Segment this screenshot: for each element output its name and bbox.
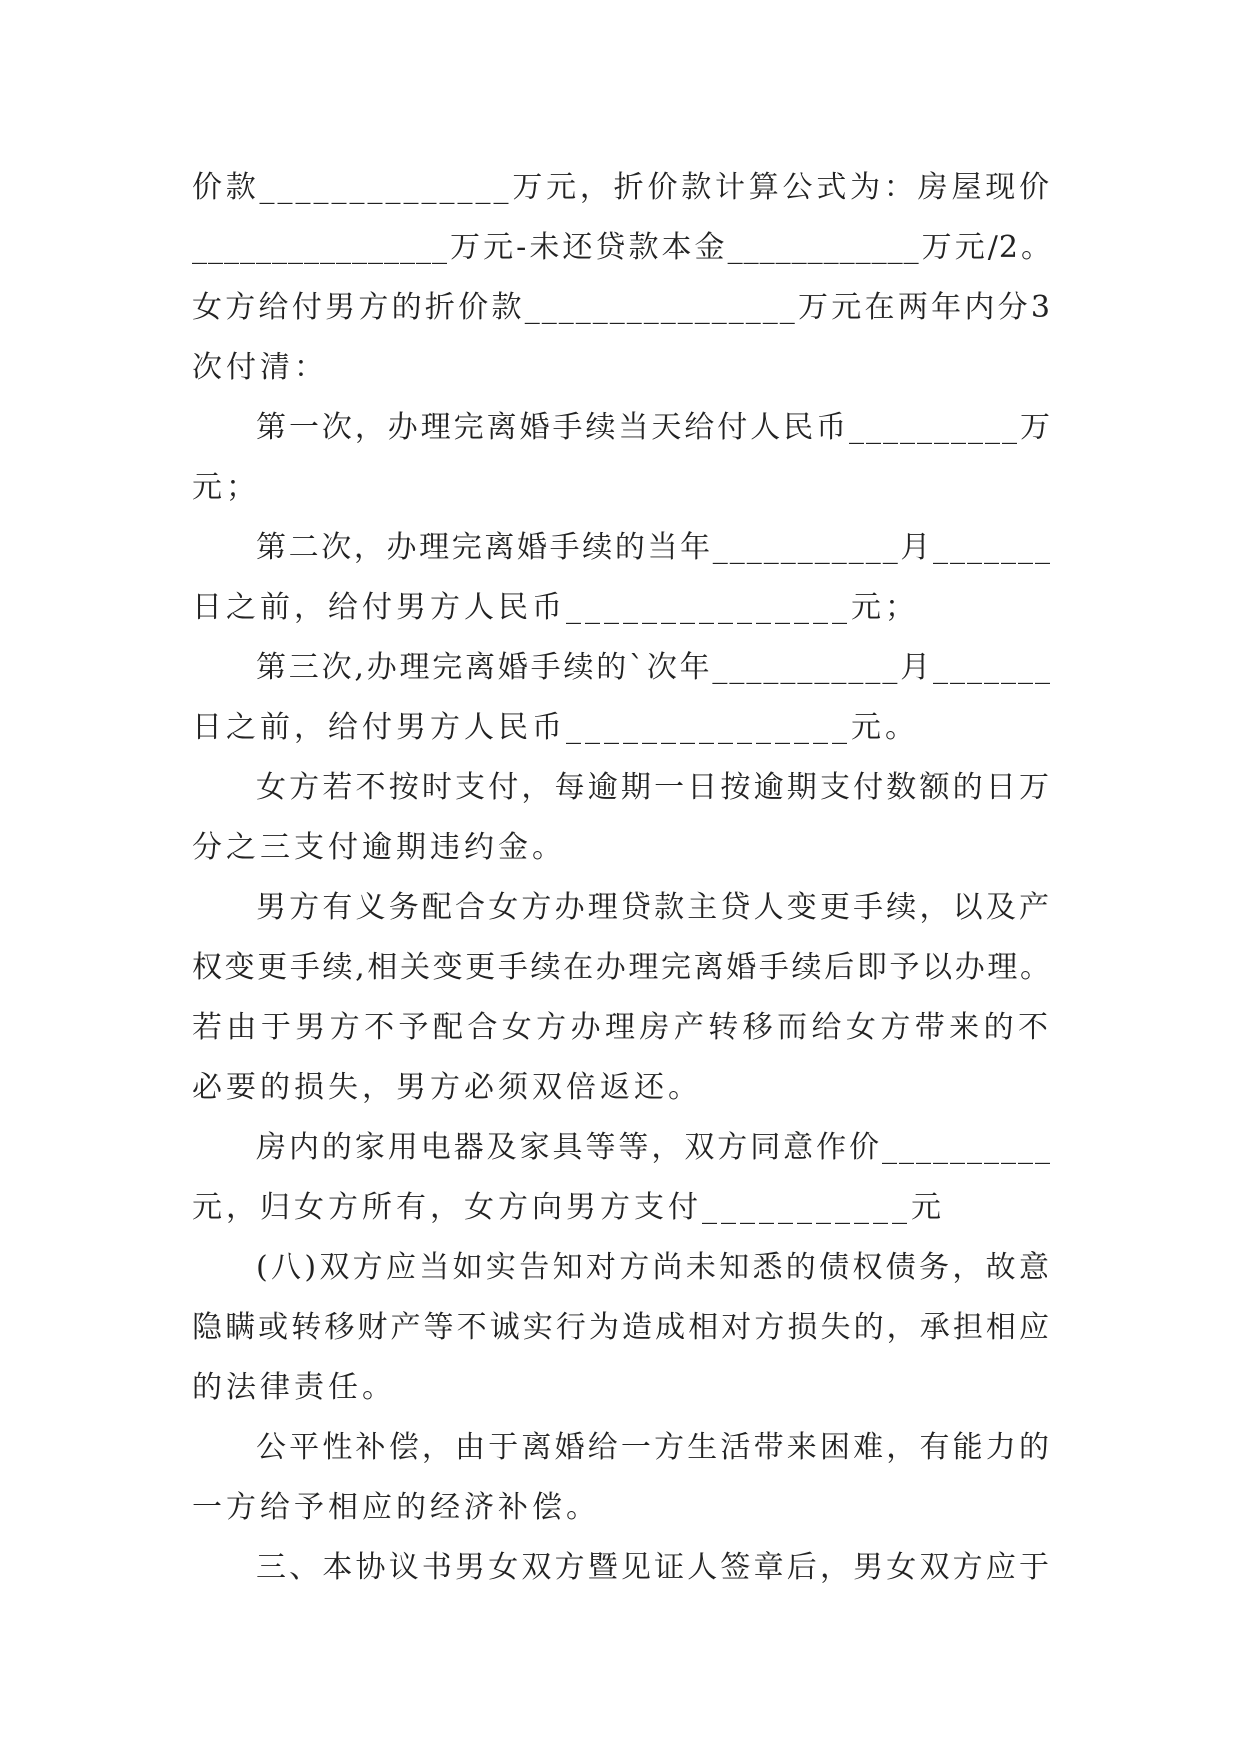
text-line: 必要的损失，男方必须双倍返还。 [192, 1070, 702, 1105]
text-line: 价款______________万元，折价款计算公式为：房屋现价 [192, 170, 1052, 205]
text-line: 元，归女方所有，女方向男方支付___________元 [192, 1190, 945, 1225]
text-line: 房内的家用电器及家具等等，双方同意作价__________ [256, 1130, 1052, 1165]
text-line: 一方给予相应的经济补偿。 [192, 1490, 600, 1525]
text-line: 第三次,办理完离婚手续的`次年___________月_______ [256, 650, 1052, 685]
text-line: (八)双方应当如实告知对方尚未知悉的债权债务，故意 [256, 1250, 1052, 1285]
text-line: 若由于男方不予配合女方办理房产转移而给女方带来的不 [192, 1010, 1052, 1045]
text-line: 日之前，给付男方人民币_______________元； [192, 590, 919, 625]
text-line: 男方有义务配合女方办理贷款主贷人变更手续，以及产 [256, 890, 1052, 925]
text-line: 次付清： [192, 350, 328, 385]
text-line: 女方给付男方的折价款________________万元在两年内分3 [192, 290, 1052, 325]
text-line: 权变更手续,相关变更手续在办理完离婚手续后即予以办理。 [192, 950, 1052, 985]
text-line: 元； [192, 470, 260, 505]
text-line: 第一次，办理完离婚手续当天给付人民币__________万 [256, 410, 1052, 445]
text-line: 第二次，办理完离婚手续的当年___________月_______ [256, 530, 1052, 565]
text-line: 公平性补偿，由于离婚给一方生活带来困难，有能力的 [256, 1430, 1052, 1465]
text-line: 女方若不按时支付，每逾期一日按逾期支付数额的日万 [256, 770, 1052, 805]
text-line: 日之前，给付男方人民币_______________元。 [192, 710, 919, 745]
text-line: 分之三支付逾期违约金。 [192, 830, 566, 865]
text-line: 隐瞒或转移财产等不诚实行为造成相对方损失的，承担相应 [192, 1310, 1052, 1345]
text-line: ________________万元-未还贷款本金____________万元/2。 [192, 230, 1052, 265]
text-line: 的法律责任。 [192, 1370, 396, 1405]
text-line: 三、本协议书男女双方暨见证人签章后，男女双方应于 [256, 1550, 1052, 1585]
